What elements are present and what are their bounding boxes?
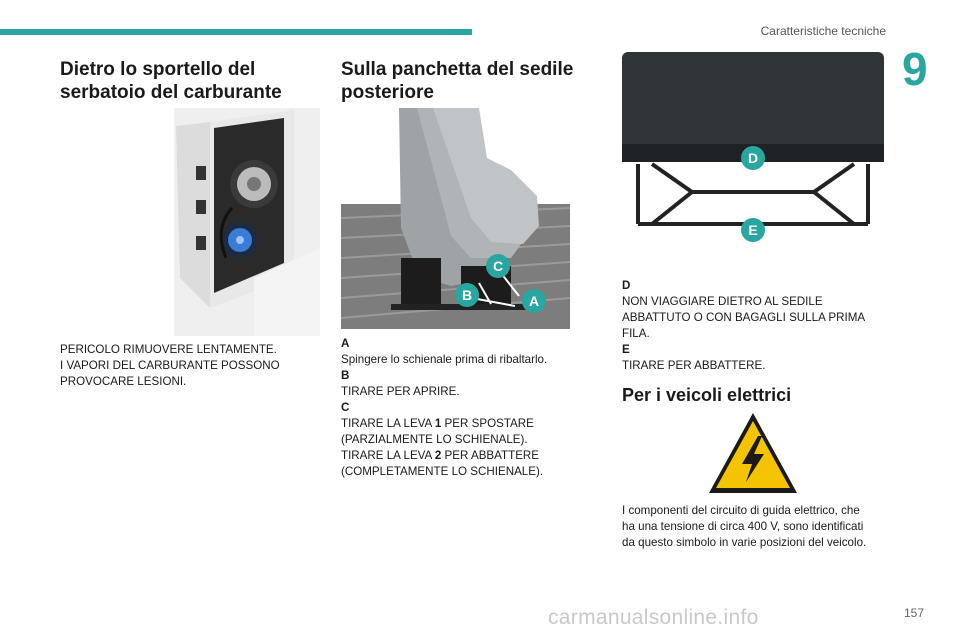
electric-vehicle-text: I componenti del circuito di guida elettrico, che ha una tensione di circa 400 V, sono identificati da questo simbolo in varie posizioni del veicolo. bbox=[622, 504, 867, 549]
marker-b bbox=[455, 283, 479, 307]
svg-text:C: C bbox=[492, 258, 504, 274]
svg-text:A: A bbox=[528, 293, 540, 309]
item-label-e: E bbox=[622, 343, 630, 356]
folded-seat-photo bbox=[622, 52, 884, 246]
header-accent-bar bbox=[0, 29, 472, 35]
marker-e bbox=[741, 218, 765, 242]
svg-text:D: D bbox=[747, 150, 759, 166]
item-label-d: D bbox=[622, 279, 631, 292]
marker-c bbox=[486, 254, 510, 278]
rear-bench-instructions: A Spingere lo schienale prima di ribaltarlo. B TIRARE PER APRIRE. C TIRARE LA LEVA 1 PER SPOSTARE (PARZIALMENTE LO SCHIENALE). TIRARE LA LEVA 2 PER ABBATTERE (COMPLETAMENTE LO SCHIENALE). bbox=[341, 336, 581, 480]
fuel-flap-heading: Dietro lo sportello del serbatoio del carburante bbox=[60, 59, 282, 103]
high-voltage-warning-icon bbox=[706, 410, 800, 496]
fuel-warning-text: PERICOLO RIMUOVERE LENTAMENTE. I VAPORI DEL CARBURANTE POSSONO PROVOCARE LESIONI. bbox=[60, 343, 280, 388]
svg-text:B: B bbox=[461, 287, 473, 303]
watermark: carmanualsonline.info bbox=[548, 606, 759, 629]
item-label-c: C bbox=[341, 401, 350, 414]
chapter-number: 9 bbox=[902, 43, 928, 95]
svg-text:E: E bbox=[748, 222, 758, 238]
rear-bench-photo bbox=[341, 108, 570, 329]
marker-d bbox=[741, 146, 765, 170]
item-label-b: B bbox=[341, 369, 350, 382]
fuel-flap-photo bbox=[114, 108, 320, 336]
page-number: 157 bbox=[904, 606, 925, 620]
rear-bench-heading: Sulla panchetta del sedile posteriore bbox=[341, 59, 574, 103]
marker-a bbox=[522, 289, 546, 313]
rear-bench-section bbox=[341, 58, 581, 104]
folded-seat-instructions: D NON VIAGGIARE DIETRO AL SEDILE ABBATTUTO O CON BAGAGLI SULLA PRIMA FILA. E TIRARE PER ABBATTERE. bbox=[622, 278, 892, 374]
fuel-flap-section bbox=[60, 58, 320, 104]
item-label-a: A bbox=[341, 337, 350, 350]
electric-vehicle-heading: Per i veicoli elettrici bbox=[622, 385, 792, 405]
chapter-title: Caratteristiche tecniche bbox=[760, 24, 886, 38]
